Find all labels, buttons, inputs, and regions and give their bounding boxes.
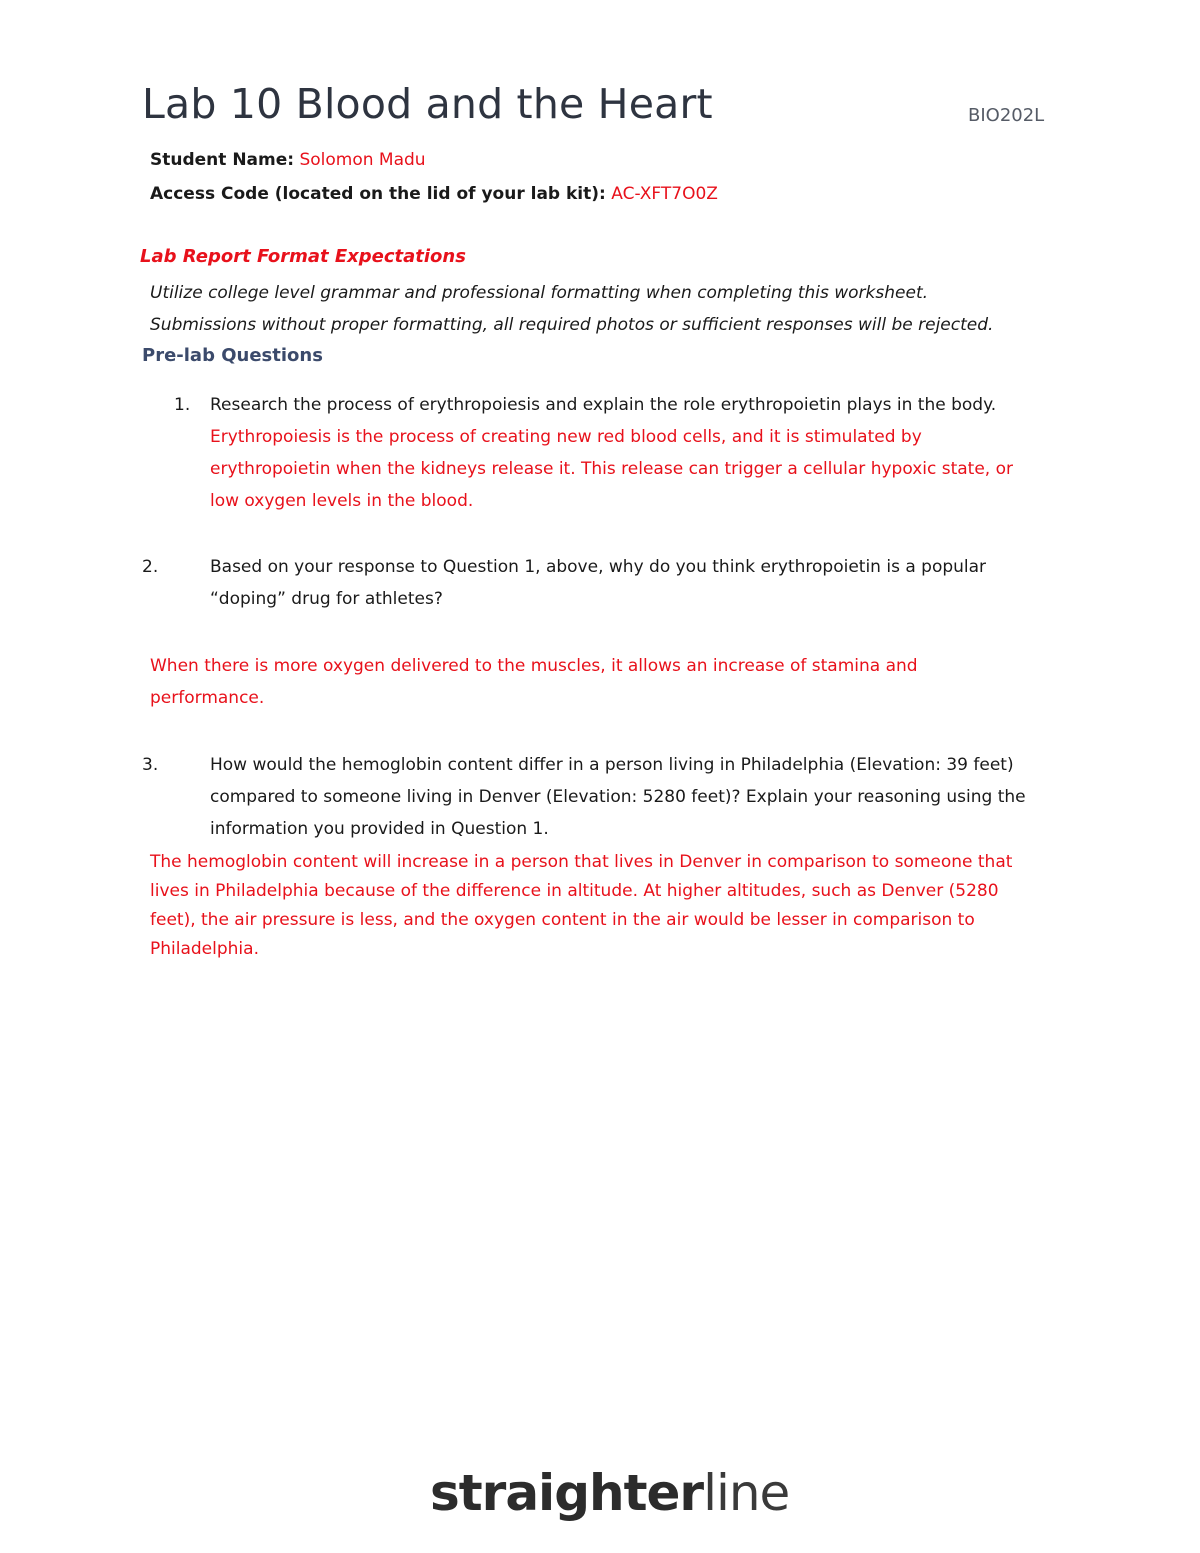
question-2-line-2: “doping” drug for athletes? <box>210 589 443 609</box>
question-3-number: 3. <box>142 755 159 775</box>
question-3-line-1: How would the hemoglobin content differ in a person living in Philadelphia (Elevation: 39 feet) <box>210 755 1014 775</box>
student-name-label: Student Name: <box>150 150 295 170</box>
answer-2-line-1: When there is more oxygen delivered to the muscles, it allows an increase of stamina and <box>150 656 918 676</box>
question-1-line-1: Research the process of erythropoiesis and explain the role erythropoietin plays in the body. <box>210 395 997 415</box>
access-code-row <box>150 184 718 204</box>
answer-3-line-2: lives in Philadelphia because of the difference in altitude. At higher altitudes, such as Denver (5280 <box>150 881 999 901</box>
access-code-value: AC-XFT7O0Z <box>611 184 718 204</box>
question-3-line-3: information you provided in Question 1. <box>210 819 549 839</box>
logo-light-text: line <box>703 1464 790 1522</box>
answer-2-line-2: performance. <box>150 688 265 708</box>
answer-3-line-1: The hemoglobin content will increase in a person that lives in Denver in comparison to someone that <box>150 852 1013 872</box>
format-line-1: Utilize college level grammar and professional formatting when completing this worksheet. <box>150 283 929 303</box>
question-2-line-1: Based on your response to Question 1, above, why do you think erythropoietin is a popular <box>210 557 987 577</box>
answer-3-line-3: feet), the air pressure is less, and the oxygen content in the air would be lesser in comparison to <box>150 910 975 930</box>
question-2-number: 2. <box>142 557 159 577</box>
student-name-value: Solomon Madu <box>299 150 426 170</box>
access-code-label: Access Code (located on the lid of your lab kit): <box>150 184 606 204</box>
format-line-2: Submissions without proper formatting, all required photos or sufficient responses will be rejected. <box>150 315 994 335</box>
page-title: Lab 10 Blood and the Heart <box>142 80 713 128</box>
straighterline-logo <box>430 1464 789 1522</box>
question-1-number: 1. <box>174 395 191 415</box>
answer-1-line-3: low oxygen levels in the blood. <box>210 491 474 511</box>
course-code: BIO202L <box>968 105 1045 126</box>
question-3-line-2: compared to someone living in Denver (Elevation: 5280 feet)? Explain your reasoning using the <box>210 787 1026 807</box>
answer-1-line-1: Erythropoiesis is the process of creating new red blood cells, and it is stimulated by <box>210 427 922 447</box>
answer-1-line-2: erythropoietin when the kidneys release it. This release can trigger a cellular hypoxic state, or <box>210 459 1014 479</box>
student-name-row <box>150 150 426 170</box>
logo-bold-text: straighter <box>430 1464 704 1522</box>
prelab-heading: Pre-lab Questions <box>142 345 323 366</box>
answer-3-line-4: Philadelphia. <box>150 939 259 959</box>
format-heading: Lab Report Format Expectations <box>140 246 466 267</box>
